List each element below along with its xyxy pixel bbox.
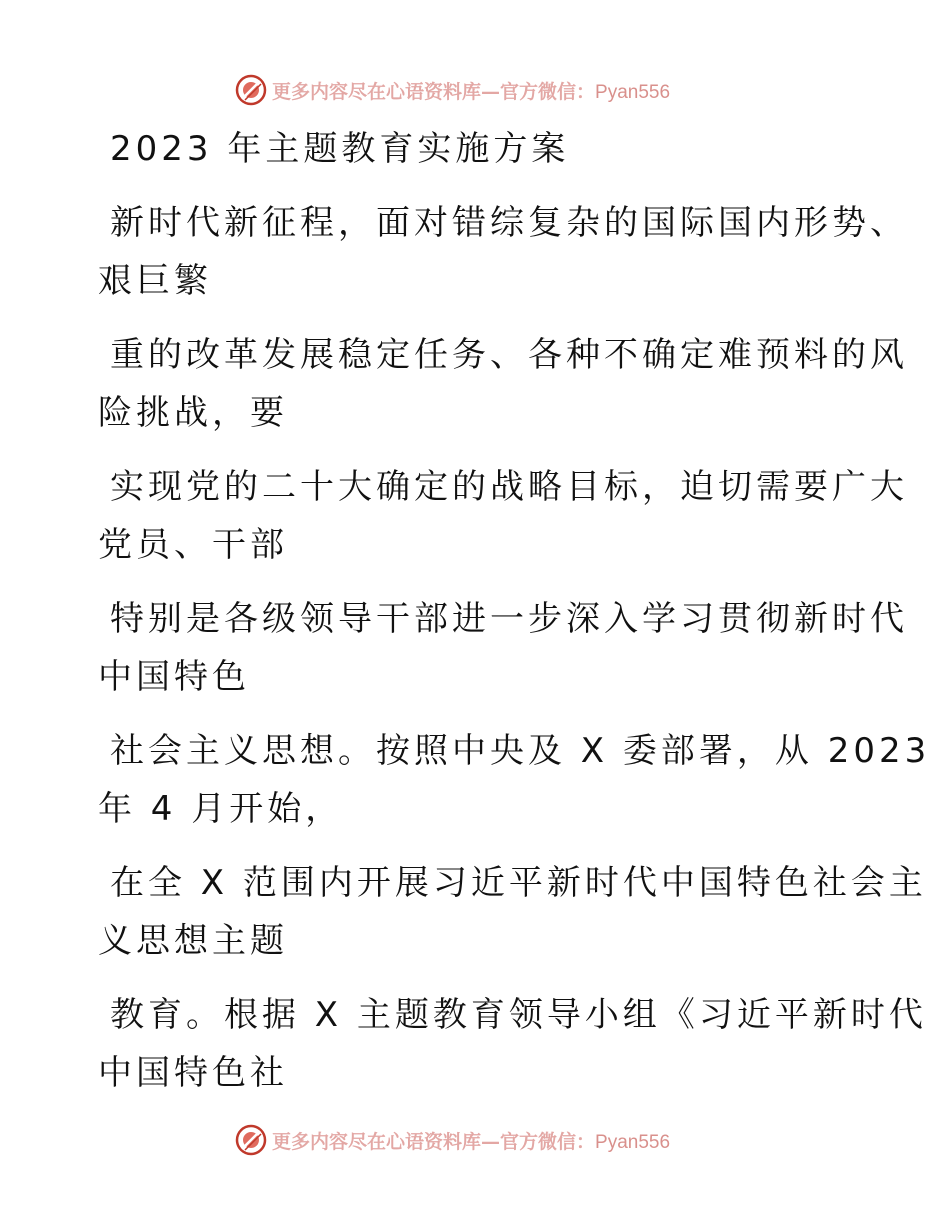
paragraph-line: 社会主义思想。按照中央及 X 委部署，从 2023 [110, 731, 931, 771]
footer-watermark-banner [234, 1122, 714, 1158]
paragraph-line: 教育。根据 X 主题教育领导小组《习近平新时代 [110, 995, 927, 1035]
paragraph-6 [98, 854, 927, 970]
paragraph-line: 险挑战，要 [98, 393, 288, 433]
logo-icon [234, 73, 268, 107]
paragraph-line: 特别是各级领导干部进一步深入学习贯彻新时代 [110, 599, 908, 639]
paragraph-1 [98, 194, 908, 310]
paragraph-line: 中国特色社 [98, 1053, 288, 1093]
paragraph-line: 在全 X 范围内开展习近平新时代中国特色社会主 [110, 863, 927, 903]
header-banner-text: 更多内容尽在心语资料库—官方微信：Pyan556 [272, 80, 671, 103]
paragraph-2 [98, 326, 908, 442]
header-watermark-banner [234, 72, 714, 108]
paragraph-5 [98, 722, 931, 838]
paragraph-line: 年 4 月开始， [98, 789, 344, 829]
paragraph-line: 中国特色 [98, 657, 250, 697]
paragraph-line: 艰巨繁 [98, 261, 212, 301]
paragraph-line: 实现党的二十大确定的战略目标，迫切需要广大 [110, 467, 908, 507]
paragraph-3 [98, 458, 908, 574]
paragraph-line: 重的改革发展稳定任务、各种不确定难预料的风 [110, 335, 908, 375]
paragraph-4 [98, 590, 908, 706]
paragraph-7 [98, 986, 927, 1102]
logo-icon [234, 1123, 268, 1157]
paragraph-line: 党员、干部 [98, 525, 288, 565]
paragraph-line: 新时代新征程，面对错综复杂的国际国内形势、 [110, 203, 908, 243]
footer-banner-text: 更多内容尽在心语资料库—官方微信：Pyan556 [272, 1130, 671, 1153]
document-title: 2023 年主题教育实施方案 [110, 129, 570, 169]
paragraph-line: 义思想主题 [98, 921, 288, 961]
